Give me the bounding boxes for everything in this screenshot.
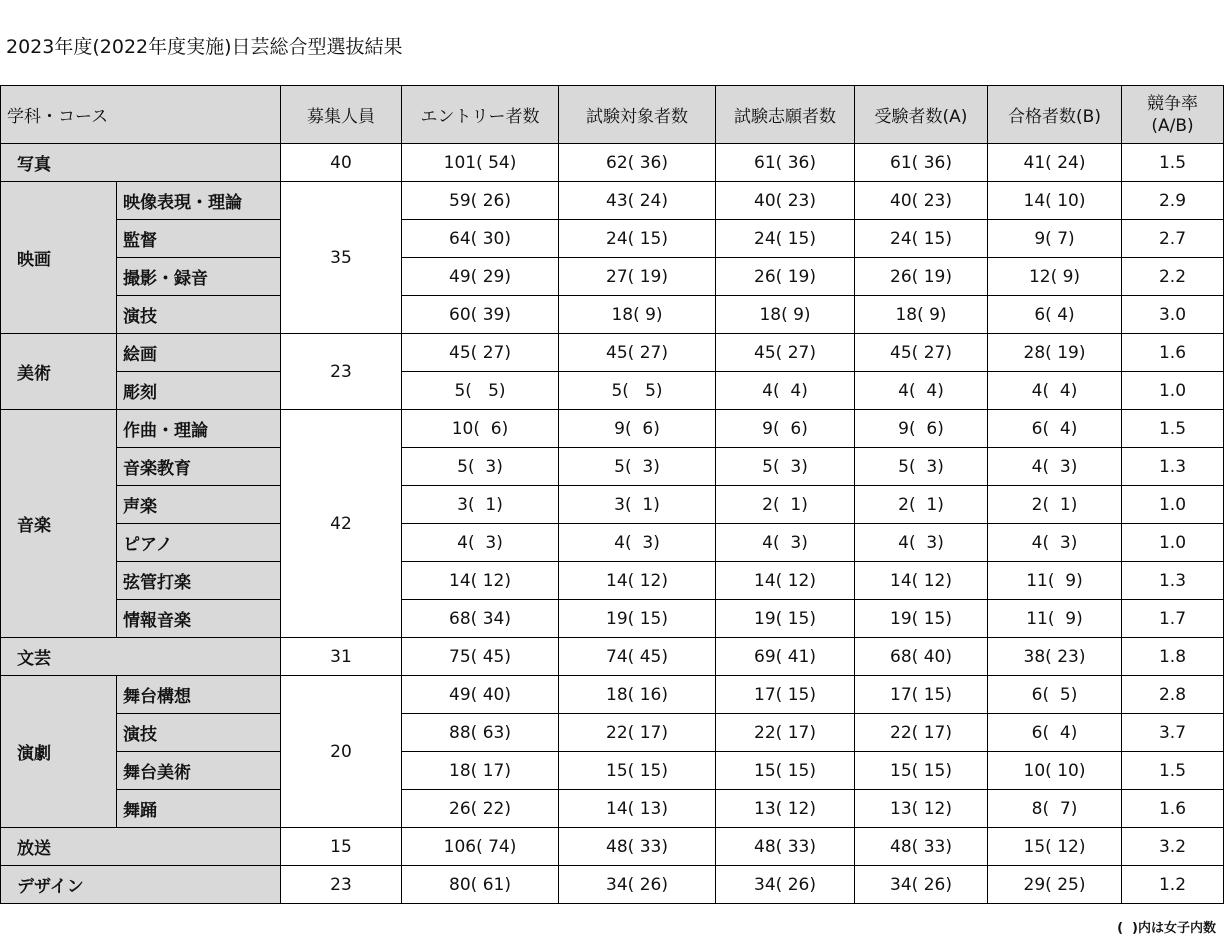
table-row bbox=[1, 372, 1224, 410]
table-row bbox=[1, 638, 1224, 676]
ratio-cell: 1.5 bbox=[1122, 752, 1224, 790]
ratio-cell: 2.9 bbox=[1122, 182, 1224, 220]
examinees-cell: 48( 33) bbox=[855, 828, 988, 866]
passed-cell: 6( 4) bbox=[988, 714, 1122, 752]
applicants-cell: 34( 26) bbox=[716, 866, 855, 904]
entries-cell: 26( 22) bbox=[402, 790, 559, 828]
exam-target-cell: 4( 3) bbox=[559, 524, 716, 562]
table-header-row bbox=[1, 86, 1224, 144]
passed-cell: 6( 4) bbox=[988, 296, 1122, 334]
entries-cell: 14( 12) bbox=[402, 562, 559, 600]
course-cell: 情報音楽 bbox=[117, 600, 281, 638]
entries-cell: 64( 30) bbox=[402, 220, 559, 258]
applicants-cell: 2( 1) bbox=[716, 486, 855, 524]
passed-cell: 12( 9) bbox=[988, 258, 1122, 296]
results-table bbox=[0, 85, 1224, 904]
dept-cell: 演劇 bbox=[1, 676, 117, 828]
entries-cell: 49( 40) bbox=[402, 676, 559, 714]
dept-cell: デザイン bbox=[1, 866, 281, 904]
table-row bbox=[1, 752, 1224, 790]
exam-target-cell: 18( 16) bbox=[559, 676, 716, 714]
capacity-cell: 15 bbox=[281, 828, 402, 866]
exam-target-cell: 48( 33) bbox=[559, 828, 716, 866]
capacity-cell: 40 bbox=[281, 144, 402, 182]
exam-target-cell: 62( 36) bbox=[559, 144, 716, 182]
applicants-cell: 13( 12) bbox=[716, 790, 855, 828]
passed-cell: 4( 3) bbox=[988, 524, 1122, 562]
examinees-cell: 9( 6) bbox=[855, 410, 988, 448]
examinees-cell: 18( 9) bbox=[855, 296, 988, 334]
examinees-cell: 40( 23) bbox=[855, 182, 988, 220]
exam-target-cell: 34( 26) bbox=[559, 866, 716, 904]
table-row bbox=[1, 448, 1224, 486]
header-ratio bbox=[1122, 86, 1224, 144]
applicants-cell: 45( 27) bbox=[716, 334, 855, 372]
passed-cell: 38( 23) bbox=[988, 638, 1122, 676]
entries-cell: 75( 45) bbox=[402, 638, 559, 676]
capacity-cell: 42 bbox=[281, 410, 402, 638]
course-cell: ピアノ bbox=[117, 524, 281, 562]
course-cell: 舞台美術 bbox=[117, 752, 281, 790]
dept-cell: 映画 bbox=[1, 182, 117, 334]
examinees-cell: 61( 36) bbox=[855, 144, 988, 182]
course-cell: 演技 bbox=[117, 296, 281, 334]
ratio-cell: 1.2 bbox=[1122, 866, 1224, 904]
exam-target-cell: 74( 45) bbox=[559, 638, 716, 676]
exam-target-cell: 15( 15) bbox=[559, 752, 716, 790]
examinees-cell: 4( 3) bbox=[855, 524, 988, 562]
capacity-cell: 23 bbox=[281, 866, 402, 904]
entries-cell: 3( 1) bbox=[402, 486, 559, 524]
table-row bbox=[1, 676, 1224, 714]
course-cell: 舞踊 bbox=[117, 790, 281, 828]
passed-cell: 29( 25) bbox=[988, 866, 1122, 904]
ratio-cell: 2.8 bbox=[1122, 676, 1224, 714]
ratio-cell: 2.2 bbox=[1122, 258, 1224, 296]
applicants-cell: 48( 33) bbox=[716, 828, 855, 866]
header-capacity: 募集人員 bbox=[281, 86, 402, 144]
header-exam-target: 試験対象者数 bbox=[559, 86, 716, 144]
passed-cell: 2( 1) bbox=[988, 486, 1122, 524]
entries-cell: 106( 74) bbox=[402, 828, 559, 866]
examinees-cell: 24( 15) bbox=[855, 220, 988, 258]
ratio-cell: 1.0 bbox=[1122, 372, 1224, 410]
course-cell: 撮影・録音 bbox=[117, 258, 281, 296]
entries-cell: 10( 6) bbox=[402, 410, 559, 448]
exam-target-cell: 19( 15) bbox=[559, 600, 716, 638]
course-cell: 監督 bbox=[117, 220, 281, 258]
table-row bbox=[1, 486, 1224, 524]
ratio-cell: 1.5 bbox=[1122, 410, 1224, 448]
header-applicants: 試験志願者数 bbox=[716, 86, 855, 144]
ratio-cell: 2.7 bbox=[1122, 220, 1224, 258]
examinees-cell: 45( 27) bbox=[855, 334, 988, 372]
examinees-cell: 2( 1) bbox=[855, 486, 988, 524]
course-cell: 音楽教育 bbox=[117, 448, 281, 486]
header-ratio-line2: (A/B) bbox=[1151, 115, 1194, 136]
applicants-cell: 4( 3) bbox=[716, 524, 855, 562]
entries-cell: 88( 63) bbox=[402, 714, 559, 752]
applicants-cell: 5( 3) bbox=[716, 448, 855, 486]
table-row bbox=[1, 714, 1224, 752]
dept-cell: 放送 bbox=[1, 828, 281, 866]
applicants-cell: 4( 4) bbox=[716, 372, 855, 410]
dept-cell: 美術 bbox=[1, 334, 117, 410]
table-row bbox=[1, 182, 1224, 220]
table-row bbox=[1, 562, 1224, 600]
applicants-cell: 22( 17) bbox=[716, 714, 855, 752]
page-title: 2023年度(2022年度実施)日芸総合型選抜結果 bbox=[6, 36, 403, 58]
exam-target-cell: 14( 13) bbox=[559, 790, 716, 828]
table-row bbox=[1, 258, 1224, 296]
entries-cell: 18( 17) bbox=[402, 752, 559, 790]
capacity-cell: 35 bbox=[281, 182, 402, 334]
passed-cell: 6( 4) bbox=[988, 410, 1122, 448]
examinees-cell: 26( 19) bbox=[855, 258, 988, 296]
applicants-cell: 18( 9) bbox=[716, 296, 855, 334]
ratio-cell: 1.6 bbox=[1122, 790, 1224, 828]
passed-cell: 8( 7) bbox=[988, 790, 1122, 828]
course-cell: 舞台構想 bbox=[117, 676, 281, 714]
header-dept-course: 学科・コース bbox=[1, 86, 281, 144]
applicants-cell: 40( 23) bbox=[716, 182, 855, 220]
footnote: ( )内は女子内数 bbox=[1117, 921, 1216, 936]
header-passed: 合格者数(B) bbox=[988, 86, 1122, 144]
examinees-cell: 19( 15) bbox=[855, 600, 988, 638]
dept-cell: 写真 bbox=[1, 144, 281, 182]
table-row bbox=[1, 524, 1224, 562]
applicants-cell: 19( 15) bbox=[716, 600, 855, 638]
examinees-cell: 13( 12) bbox=[855, 790, 988, 828]
exam-target-cell: 27( 19) bbox=[559, 258, 716, 296]
capacity-cell: 31 bbox=[281, 638, 402, 676]
ratio-cell: 1.5 bbox=[1122, 144, 1224, 182]
exam-target-cell: 14( 12) bbox=[559, 562, 716, 600]
table-row bbox=[1, 220, 1224, 258]
table-row bbox=[1, 866, 1224, 904]
entries-cell: 101( 54) bbox=[402, 144, 559, 182]
course-cell: 映像表現・理論 bbox=[117, 182, 281, 220]
passed-cell: 11( 9) bbox=[988, 562, 1122, 600]
entries-cell: 80( 61) bbox=[402, 866, 559, 904]
passed-cell: 28( 19) bbox=[988, 334, 1122, 372]
applicants-cell: 26( 19) bbox=[716, 258, 855, 296]
entries-cell: 5( 5) bbox=[402, 372, 559, 410]
applicants-cell: 17( 15) bbox=[716, 676, 855, 714]
course-cell: 弦管打楽 bbox=[117, 562, 281, 600]
course-cell: 彫刻 bbox=[117, 372, 281, 410]
exam-target-cell: 24( 15) bbox=[559, 220, 716, 258]
ratio-cell: 3.2 bbox=[1122, 828, 1224, 866]
ratio-cell: 1.6 bbox=[1122, 334, 1224, 372]
entries-cell: 68( 34) bbox=[402, 600, 559, 638]
ratio-cell: 1.3 bbox=[1122, 448, 1224, 486]
passed-cell: 15( 12) bbox=[988, 828, 1122, 866]
applicants-cell: 61( 36) bbox=[716, 144, 855, 182]
capacity-cell: 23 bbox=[281, 334, 402, 410]
applicants-cell: 69( 41) bbox=[716, 638, 855, 676]
ratio-cell: 1.8 bbox=[1122, 638, 1224, 676]
examinees-cell: 22( 17) bbox=[855, 714, 988, 752]
exam-target-cell: 22( 17) bbox=[559, 714, 716, 752]
examinees-cell: 5( 3) bbox=[855, 448, 988, 486]
exam-target-cell: 3( 1) bbox=[559, 486, 716, 524]
exam-target-cell: 5( 5) bbox=[559, 372, 716, 410]
exam-target-cell: 43( 24) bbox=[559, 182, 716, 220]
passed-cell: 9( 7) bbox=[988, 220, 1122, 258]
examinees-cell: 15( 15) bbox=[855, 752, 988, 790]
table-row bbox=[1, 600, 1224, 638]
examinees-cell: 34( 26) bbox=[855, 866, 988, 904]
table-row bbox=[1, 828, 1224, 866]
exam-target-cell: 45( 27) bbox=[559, 334, 716, 372]
examinees-cell: 4( 4) bbox=[855, 372, 988, 410]
course-cell: 演技 bbox=[117, 714, 281, 752]
ratio-cell: 1.7 bbox=[1122, 600, 1224, 638]
entries-cell: 59( 26) bbox=[402, 182, 559, 220]
table-row bbox=[1, 790, 1224, 828]
ratio-cell: 3.0 bbox=[1122, 296, 1224, 334]
header-ratio-line1: 競争率 bbox=[1147, 93, 1198, 114]
applicants-cell: 15( 15) bbox=[716, 752, 855, 790]
header-entries: エントリー者数 bbox=[402, 86, 559, 144]
exam-target-cell: 9( 6) bbox=[559, 410, 716, 448]
ratio-cell: 1.0 bbox=[1122, 486, 1224, 524]
dept-cell: 音楽 bbox=[1, 410, 117, 638]
ratio-cell: 1.3 bbox=[1122, 562, 1224, 600]
exam-target-cell: 5( 3) bbox=[559, 448, 716, 486]
applicants-cell: 24( 15) bbox=[716, 220, 855, 258]
passed-cell: 41( 24) bbox=[988, 144, 1122, 182]
passed-cell: 10( 10) bbox=[988, 752, 1122, 790]
course-cell: 声楽 bbox=[117, 486, 281, 524]
exam-target-cell: 18( 9) bbox=[559, 296, 716, 334]
entries-cell: 4( 3) bbox=[402, 524, 559, 562]
examinees-cell: 68( 40) bbox=[855, 638, 988, 676]
applicants-cell: 9( 6) bbox=[716, 410, 855, 448]
entries-cell: 49( 29) bbox=[402, 258, 559, 296]
passed-cell: 4( 3) bbox=[988, 448, 1122, 486]
table-row bbox=[1, 410, 1224, 448]
table-row bbox=[1, 144, 1224, 182]
dept-cell: 文芸 bbox=[1, 638, 281, 676]
course-cell: 作曲・理論 bbox=[117, 410, 281, 448]
passed-cell: 14( 10) bbox=[988, 182, 1122, 220]
passed-cell: 4( 4) bbox=[988, 372, 1122, 410]
capacity-cell: 20 bbox=[281, 676, 402, 828]
course-cell: 絵画 bbox=[117, 334, 281, 372]
entries-cell: 5( 3) bbox=[402, 448, 559, 486]
examinees-cell: 14( 12) bbox=[855, 562, 988, 600]
ratio-cell: 3.7 bbox=[1122, 714, 1224, 752]
table-row bbox=[1, 296, 1224, 334]
examinees-cell: 17( 15) bbox=[855, 676, 988, 714]
entries-cell: 60( 39) bbox=[402, 296, 559, 334]
passed-cell: 6( 5) bbox=[988, 676, 1122, 714]
header-examinees: 受験者数(A) bbox=[855, 86, 988, 144]
applicants-cell: 14( 12) bbox=[716, 562, 855, 600]
passed-cell: 11( 9) bbox=[988, 600, 1122, 638]
entries-cell: 45( 27) bbox=[402, 334, 559, 372]
ratio-cell: 1.0 bbox=[1122, 524, 1224, 562]
table-row bbox=[1, 334, 1224, 372]
